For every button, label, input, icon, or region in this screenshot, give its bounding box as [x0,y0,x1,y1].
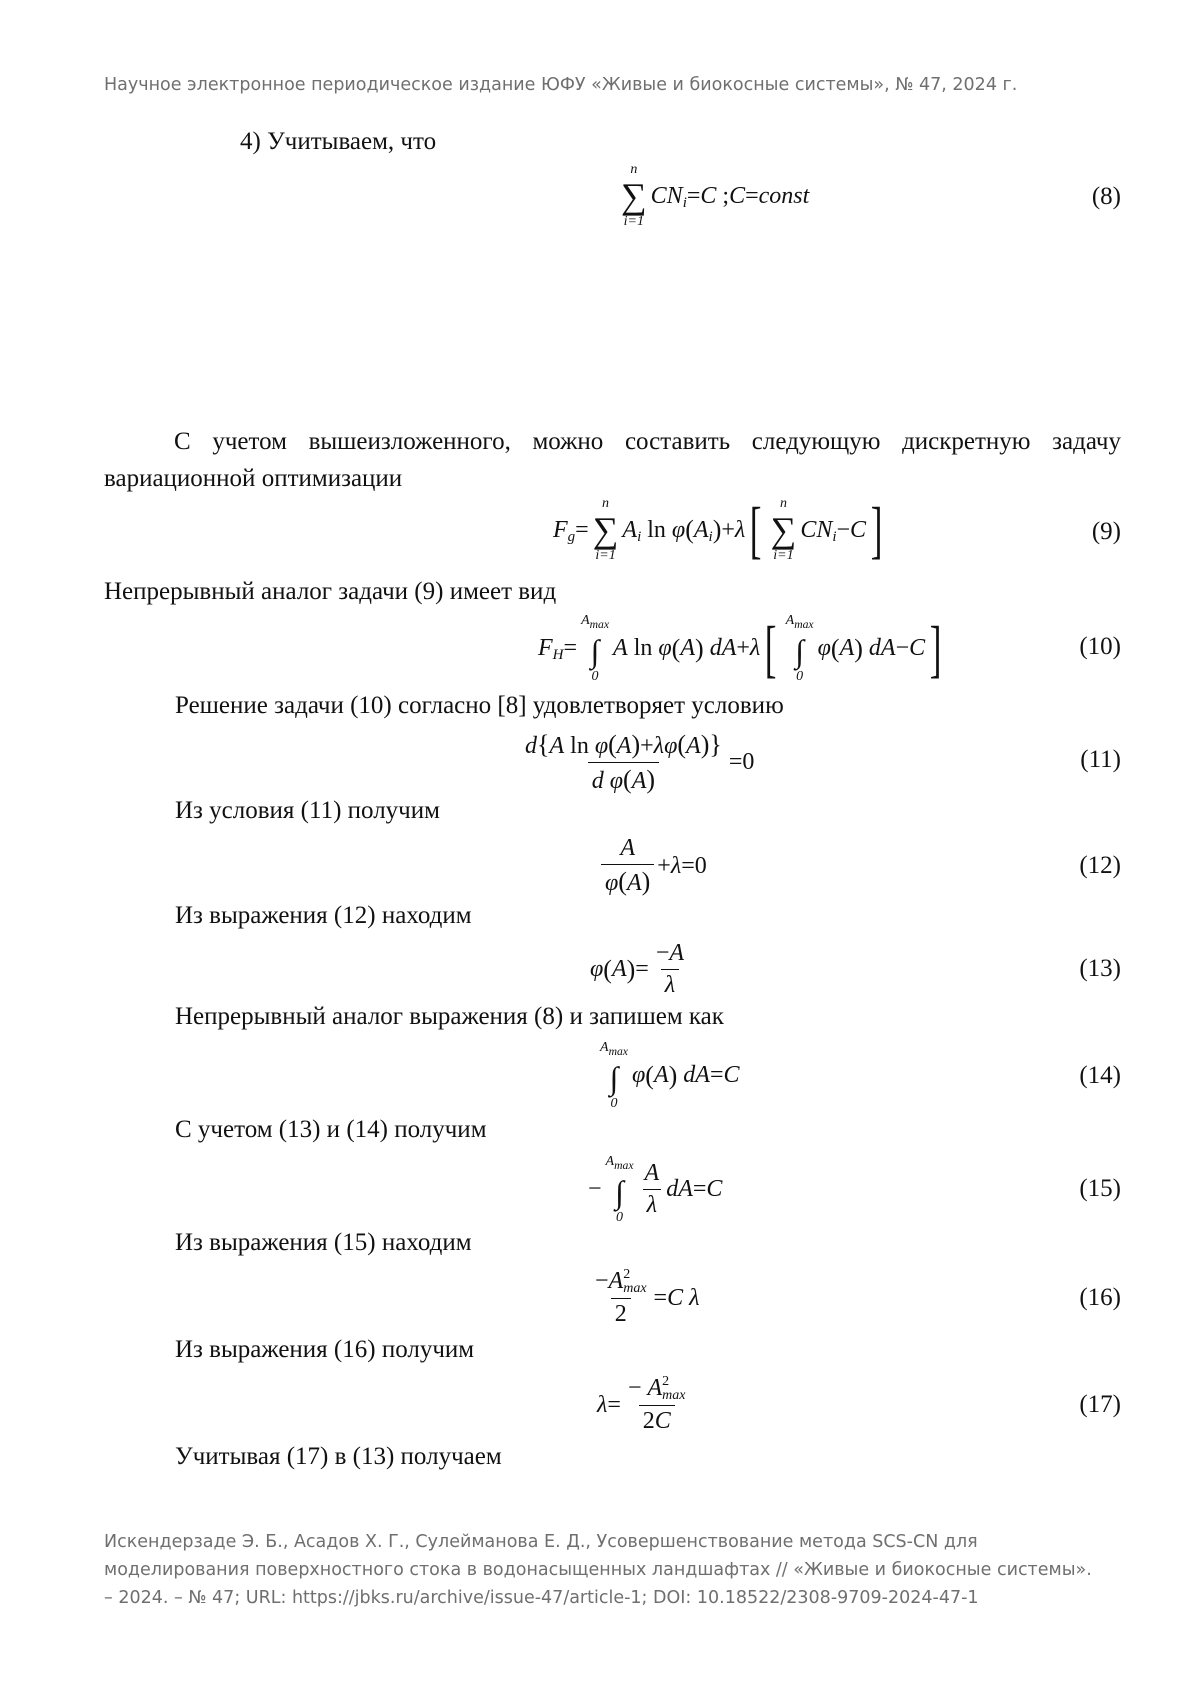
equation-number-14: (14) [1079,1062,1121,1089]
paragraph-from-16: Из выражения (16) получим [175,1336,475,1363]
equation-15: − $A_{max}$ ∫ 0 $\frac{A}{\lambda}$ dA = C [588,1154,723,1225]
equation-number-16: (16) [1079,1284,1121,1311]
paragraph-from-15: Из выражения (15) находим [175,1229,472,1256]
equation-13: φ ( A ) = $\frac{-A}{\lambda}$ [590,940,685,998]
equation-number-12: (12) [1079,852,1121,879]
equation-10: F H = $A_{max}$ ∫ 0 A ln φ ( A ) dA + λ [ $A_{max}$ ∫ 0 φ ( A ) dA − C ] [538,612,942,684]
paragraph-analog-8: Непрерывный аналог выражения (8) и запишем как [175,1003,724,1030]
citation-footer [104,1528,1124,1612]
citation-line-1: Искендерзаде Э. Б., Асадов Х. Г., Сулейманова Е. Д., Усовершенствование метода SCS-CN для [104,1532,978,1552]
paragraph-item-4: 4) Учитываем, что [240,128,437,155]
equation-11: $\frac{\text{d\{A ln φ(A)+λφ(A)\}}}{\text{d φ(A)}}$ =0 [525,730,755,794]
equation-number-11: (11) [1080,746,1121,773]
citation-line-2: моделирования поверхностного стока в водонасыщенных ландшафтах // «Живые и биокосные системы». [104,1560,1092,1580]
paragraph-solution: Решение задачи (10) согласно [8] удовлетворяет условию [175,692,784,719]
equation-12: $\frac{A}{\varphi(A)}$ + λ =0 [598,835,707,897]
equation-number-9: (9) [1091,518,1121,545]
paragraph-from-12: Из выражения (12) находим [175,902,472,929]
equation-number-17: (17) [1079,1391,1121,1418]
paragraph-with-17: Учитывая (17) в (13) получаем [175,1443,502,1470]
paragraph-continuous-analog: Непрерывный аналог задачи (9) имеет вид [104,578,557,605]
journal-header: Научное электронное периодическое издание ЮФУ «Живые и биокосные системы», № 47, 2024 г. [104,75,1018,95]
equation-8: n ∑ i=1 CN i = C ; C = const [621,162,810,229]
equation-17: λ = − A 2 max 2C [597,1374,686,1435]
equation-14: $A_{max}$ ∫ 0 φ ( A ) dA = C [600,1040,740,1111]
equation-number-15: (15) [1079,1175,1121,1202]
paragraph-discrete-task: С учетом вышеизложенного, можно составить следующую дискретную задачу вариационной оптимизации [104,428,1121,492]
equation-number-8: (8) [1091,183,1121,210]
citation-line-3: – 2024. – № 47; URL: https://jbks.ru/archive/issue-47/article-1; DOI: 10.18522/2308-9709-2024-47-1 [104,1588,979,1608]
equation-16: −A 2 max 2 = C λ [595,1267,700,1328]
equation-number-10: (10) [1079,633,1121,660]
equation-9: F g = n ∑ i=1 A i ln φ ( A i ) + λ [ n ∑ i=1 CN i − C ] [553,494,883,565]
equation-number-13: (13) [1079,955,1121,982]
paragraph-with-13-14: С учетом (13) и (14) получим [175,1116,487,1143]
paragraph-from-11: Из условия (11) получим [175,797,440,824]
